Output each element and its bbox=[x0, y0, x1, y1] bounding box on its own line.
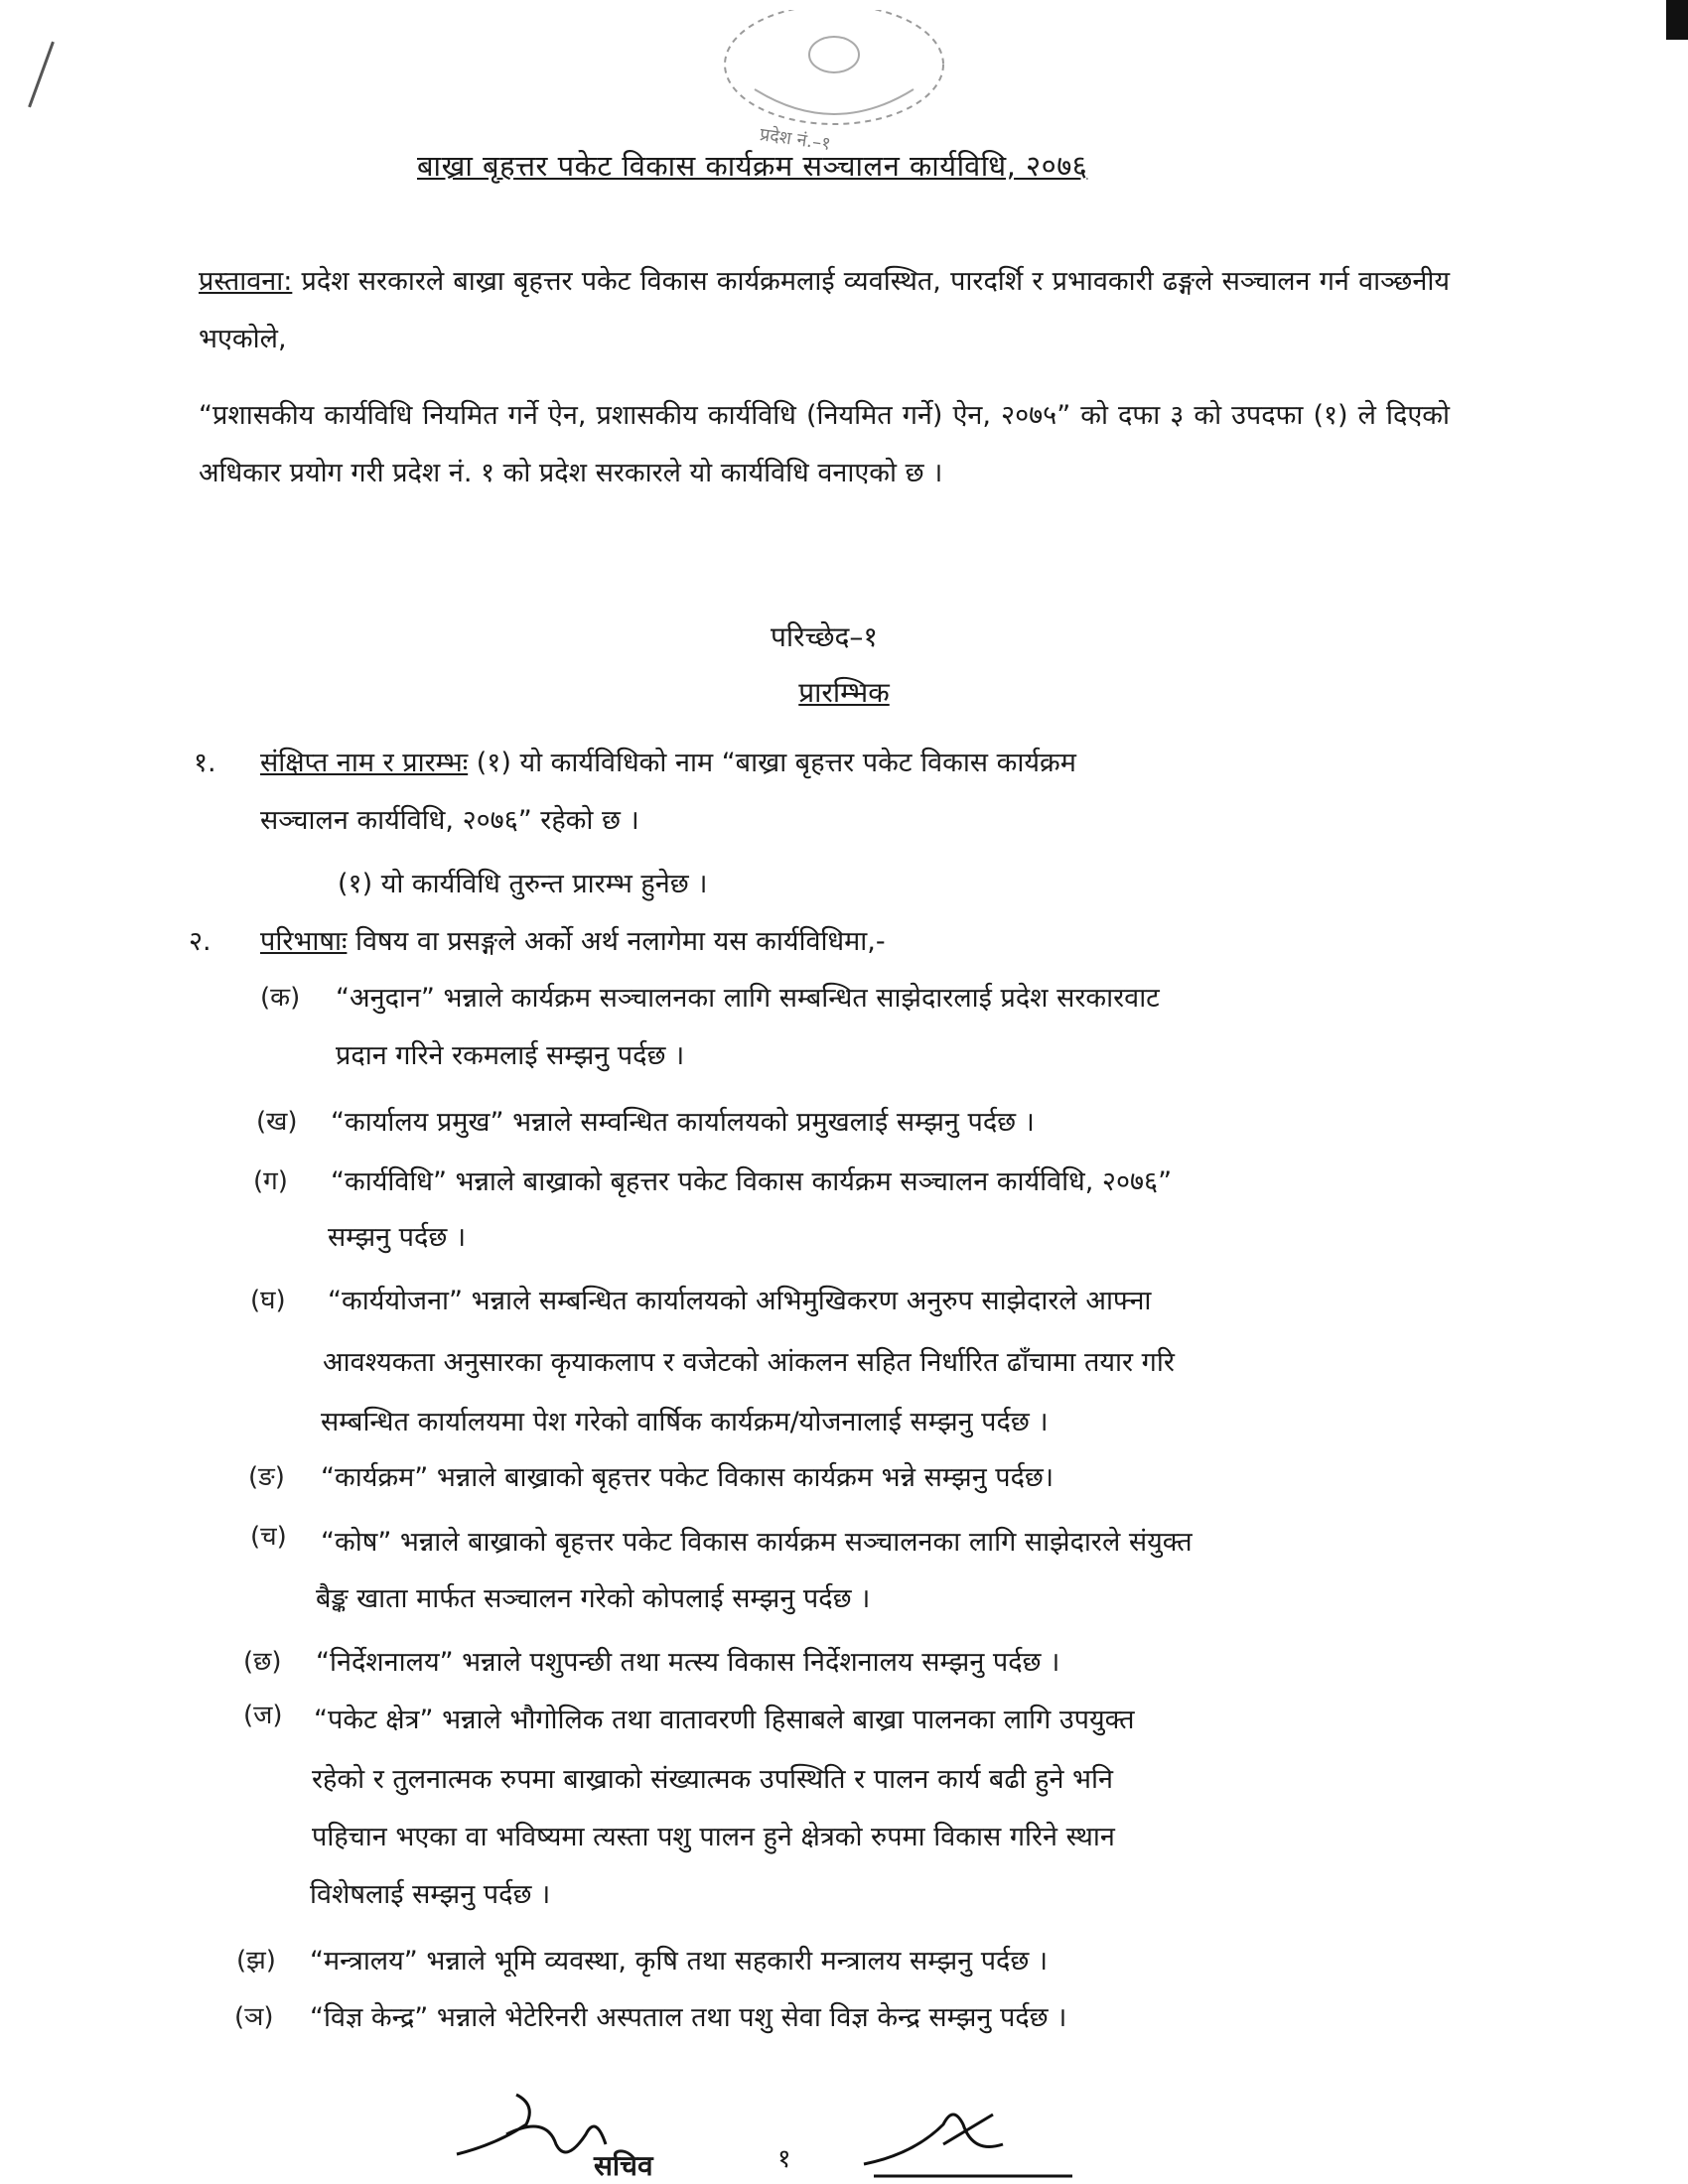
definition-text: “पकेट क्षेत्र” भन्नाले भौगोलिक तथा वातावरणी हिसाबले बाख्रा पालनका लागि उपयुक्त bbox=[314, 1705, 1135, 1735]
section-1-label: संक्षिप्त नाम र प्रारम्भः bbox=[260, 748, 469, 778]
preamble-text: प्रदेश सरकारले बाख्रा बृहत्तर पकेट विकास कार्यक्रमलाई व्यवस्थित, पारदर्शि र प्रभावकारी ढङ्गले सञ्चालन गर्न वाञ्छनीय भएकोले, bbox=[199, 266, 1450, 354]
section-1-line-1 bbox=[260, 743, 1076, 779]
signature-right bbox=[854, 2085, 1092, 2184]
section-2-line bbox=[260, 921, 886, 958]
definition-text: पहिचान भएका वा भविष्यमा त्यस्ता पशु पालन हुने क्षेत्रको रुपमा विकास गरिने स्थान bbox=[312, 1822, 1115, 1852]
definition-text: “विज्ञ केन्द्र” भन्नाले भेटेरिनरी अस्पताल तथा पशु सेवा विज्ञ केन्द्र सम्झनु पर्दछ । bbox=[310, 2002, 1067, 2033]
preamble-label: प्रस्तावना: bbox=[199, 266, 293, 297]
definition-text: “कोष” भन्नाले बाख्राको बृहत्तर पकेट विकास कार्यक्रम सञ्चालनका लागि साझेदारले संयुक्त bbox=[321, 1527, 1193, 1558]
chapter-number: परिच्छेद–१ bbox=[771, 620, 878, 653]
office-seal bbox=[695, 10, 993, 169]
preamble-authority: “प्रशासकीय कार्यविधि नियमित गर्ने ऐन, प्रशासकीय कार्यविधि (नियमित गर्ने) ऐन, २०७५” को दफा ३ को उपदफा (१) ले दिएको अधिकार प्रयोग गरी प्रदेश नं. १ को प्रदेश सरकारले यो कार्यविधि वनाएको छ । bbox=[199, 400, 1450, 488]
definition-text: “अनुदान” भन्नाले कार्यक्रम सञ्चालनका लागि सम्बन्धित साझेदारलाई प्रदेश सरकारवाट bbox=[336, 983, 1160, 1014]
document-title: बाख्रा बृहत्तर पकेट विकास कार्यक्रम सञ्चालन कार्यविधि, २०७६ bbox=[417, 149, 1088, 183]
definition-marker: (ङ) bbox=[248, 1462, 285, 1492]
section-1-subclause: (१) यो कार्यविधि तुरुन्त प्रारम्भ हुनेछ । bbox=[338, 869, 708, 899]
definition-marker: (च) bbox=[250, 1522, 287, 1552]
preamble bbox=[199, 253, 1450, 368]
definition-text: आवश्यकता अनुसारका कृयाकलाप र वजेटको आंकलन सहित निर्धारित ढाँचामा तयार गरि bbox=[323, 1347, 1175, 1378]
definition-marker: (झ) bbox=[236, 1946, 276, 1976]
definition-marker: (छ) bbox=[243, 1647, 282, 1677]
definition-text: रहेको र तुलनात्मक रुपमा बाख्राको संख्यात्मक उपस्थिति र पालन कार्य बढी हुने भनि bbox=[312, 1764, 1113, 1795]
definition-marker: (ज) bbox=[243, 1701, 283, 1730]
signature-left bbox=[437, 2085, 715, 2184]
chapter-heading: प्रारम्भिक bbox=[798, 676, 890, 709]
definition-text: सम्बन्धित कार्यालयमा पेश गरेको वार्षिक कार्यक्रम/योजनालाई सम्झनु पर्दछ । bbox=[321, 1407, 1049, 1437]
definition-marker: (ग) bbox=[253, 1166, 288, 1196]
definition-marker: (घ) bbox=[250, 1286, 286, 1315]
page-number: १ bbox=[777, 2144, 791, 2174]
pen-stroke-mark bbox=[28, 42, 55, 108]
section-2-label: परिभाषाः bbox=[260, 926, 348, 957]
definition-text: सम्झनु पर्दछ । bbox=[328, 1222, 467, 1253]
definition-text: “मन्त्रालय” भन्नाले भूमि व्यवस्था, कृषि तथा सहकारी मन्त्रालय सम्झनु पर्दछ । bbox=[310, 1946, 1049, 1977]
definition-text: विशेषलाई सम्झनु पर्दछ । bbox=[310, 1879, 551, 1910]
definition-text: “निर्देशनालय” भन्नाले पशुपन्छी तथा मत्स्य विकास निर्देशनालय सम्झनु पर्दछ । bbox=[316, 1647, 1060, 1678]
scan-edge bbox=[1666, 0, 1688, 40]
signature-title: सचिव bbox=[594, 2149, 653, 2182]
definition-text: प्रदान गरिने रकमलाई सम्झनु पर्दछ । bbox=[336, 1040, 685, 1071]
definition-marker: (क) bbox=[260, 983, 301, 1013]
definition-text: “कार्यविधि” भन्नाले बाख्राको बृहत्तर पकेट विकास कार्यक्रम सञ्चालन कार्यविधि, २०७६” bbox=[331, 1166, 1173, 1197]
definition-marker: (ख) bbox=[256, 1107, 298, 1137]
definition-text: बैङ्क खाता मार्फत सञ्चालन गरेको कोपलाई सम्झनु पर्दछ । bbox=[316, 1583, 871, 1614]
seal-text: प्रदेश नं.–१ bbox=[758, 124, 832, 155]
definition-text: “कार्ययोजना” भन्नाले सम्बन्धित कार्यालयको अभिमुखिकरण अनुरुप साझेदारले आफ्ना bbox=[328, 1286, 1152, 1316]
section-2-text: विषय वा प्रसङ्गले अर्को अर्थ नलागेमा यस कार्यविधिमा,- bbox=[347, 926, 886, 957]
section-1-number: १. bbox=[194, 748, 216, 778]
definition-text: “कार्यालय प्रमुख” भन्नाले सम्वन्धित कार्यालयको प्रमुखलाई सम्झनु पर्दछ । bbox=[331, 1107, 1035, 1138]
definition-marker: (ञ) bbox=[234, 2002, 274, 2032]
section-1-line-2: सञ्चालन कार्यविधि, २०७६” रहेको छ । bbox=[260, 805, 639, 836]
section-2-number: २. bbox=[189, 926, 211, 957]
section-1-text: (१) यो कार्यविधिको नाम “बाख्रा बृहत्तर पकेट विकास कार्यक्रम bbox=[468, 748, 1076, 778]
definition-text: “कार्यक्रम” भन्नाले बाख्राको बृहत्तर पकेट विकास कार्यक्रम भन्ने सम्झनु पर्दछ। bbox=[321, 1462, 1055, 1493]
